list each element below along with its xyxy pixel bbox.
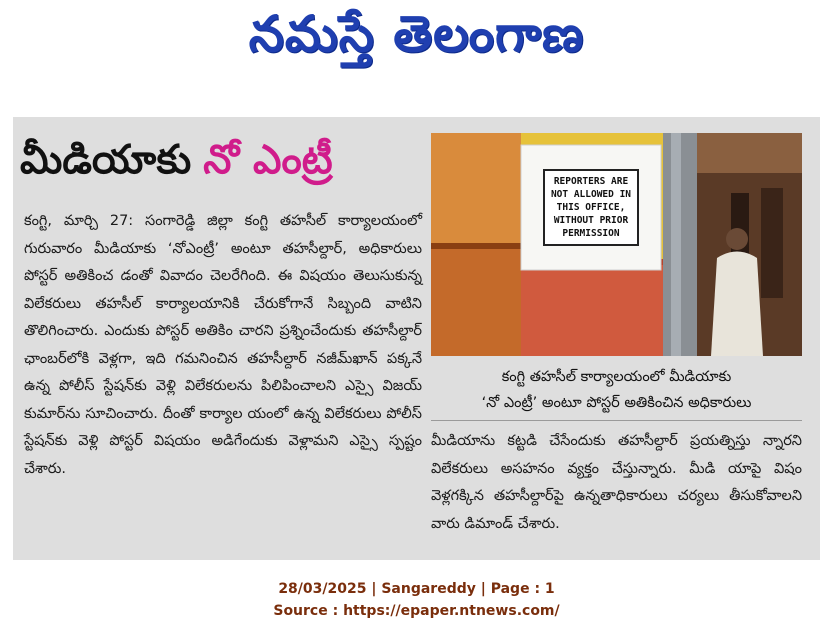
sign-line: PERMISSION bbox=[562, 228, 620, 239]
no-entry-sign bbox=[521, 145, 661, 270]
sign-line: NOT ALLOWED IN bbox=[550, 189, 632, 200]
footer bbox=[0, 578, 833, 622]
photo-caption bbox=[431, 360, 802, 421]
article-continuation: మీడియాను కట్టడి చేసేందుకు తహసీల్దార్ ప్రయత్నిస్తు న్నారని విలేకరులు అసహనం వ్యక్తం చేస్తున్నారు. మీడి యాపై విషం వెళ్లగక్కిన తహసీల్దార్‌పై ఉన్నతాధికారులు చర్యలు తీసుకోవాలని వారు డిమాండ్ చేశారు. bbox=[431, 433, 802, 532]
article-body: కంగ్టి, మార్చి 27: సంగారెడ్డి జిల్లా కంగ్టి తహసీల్ కార్యాలయంలో గురువారం మీడియాకు ‘నోఎంట్రీ’ అంటూ తహసీల్దార్, అధికారులు పోస్టర్ అతికించ డంతో వివాదం చెలరేగింది. ఈ విషయం తెలుసుకున్న విలేకరులు తహసీల్ కార్యాలయానికి చేరుకోగానే సిబ్బంది వాటిని తొలిగించారు. ఎందుకు పోస్టర్ అతికిం చారని ప్రశ్నించేందుకు తహసీల్దార్ ఛాంబర్‌లోకి వెళ్లగా, ఇది గమనించిన తహసీల్దార్ నజీమ్‌ఖాన్ పక్కనే ఉన్న పోలీస్ స్టేషన్‌కు వెళ్లి విలేకరులను పిలిపించాలని ఎస్సై విజయ్ కుమార్‌ను సూచించారు. దీంతో కార్యాల యంలో ఉన్న విలేకరులు పోలీస్ స్టేషన్‌కు వెళ్లి పోస్టర్ విషయం అడిగేందుకు వెళ్లామని ఎస్సై స్పష్టం చేశారు. bbox=[24, 213, 422, 477]
footer-source: Source : https://epaper.ntnews.com/ bbox=[273, 603, 560, 619]
headline-main: మీడియాకు bbox=[20, 137, 192, 183]
footer-date-edition: 28/03/2025 | Sangareddy | Page : 1 bbox=[278, 581, 555, 597]
caption-line-1: కంగ్టి తహసీల్ కార్యాలయంలో మీడియాకు bbox=[501, 369, 732, 385]
article-photo bbox=[431, 133, 802, 356]
masthead bbox=[0, 0, 833, 80]
masthead-title: నమస్తే తెలంగాణ bbox=[248, 4, 585, 63]
sign-line: REPORTERS ARE bbox=[553, 176, 629, 187]
caption-line-2: ‘నో ఎంట్రీ’ అంటూ పోస్టర్ అతికించిన అధికారులు bbox=[481, 395, 752, 411]
sign-text-box bbox=[543, 169, 639, 246]
sign-line: THIS OFFICE, bbox=[556, 202, 626, 213]
headline-accent: నో ఎంట్రీ bbox=[203, 137, 333, 183]
sign-line: WITHOUT PRIOR bbox=[553, 215, 629, 226]
headline bbox=[20, 130, 420, 200]
